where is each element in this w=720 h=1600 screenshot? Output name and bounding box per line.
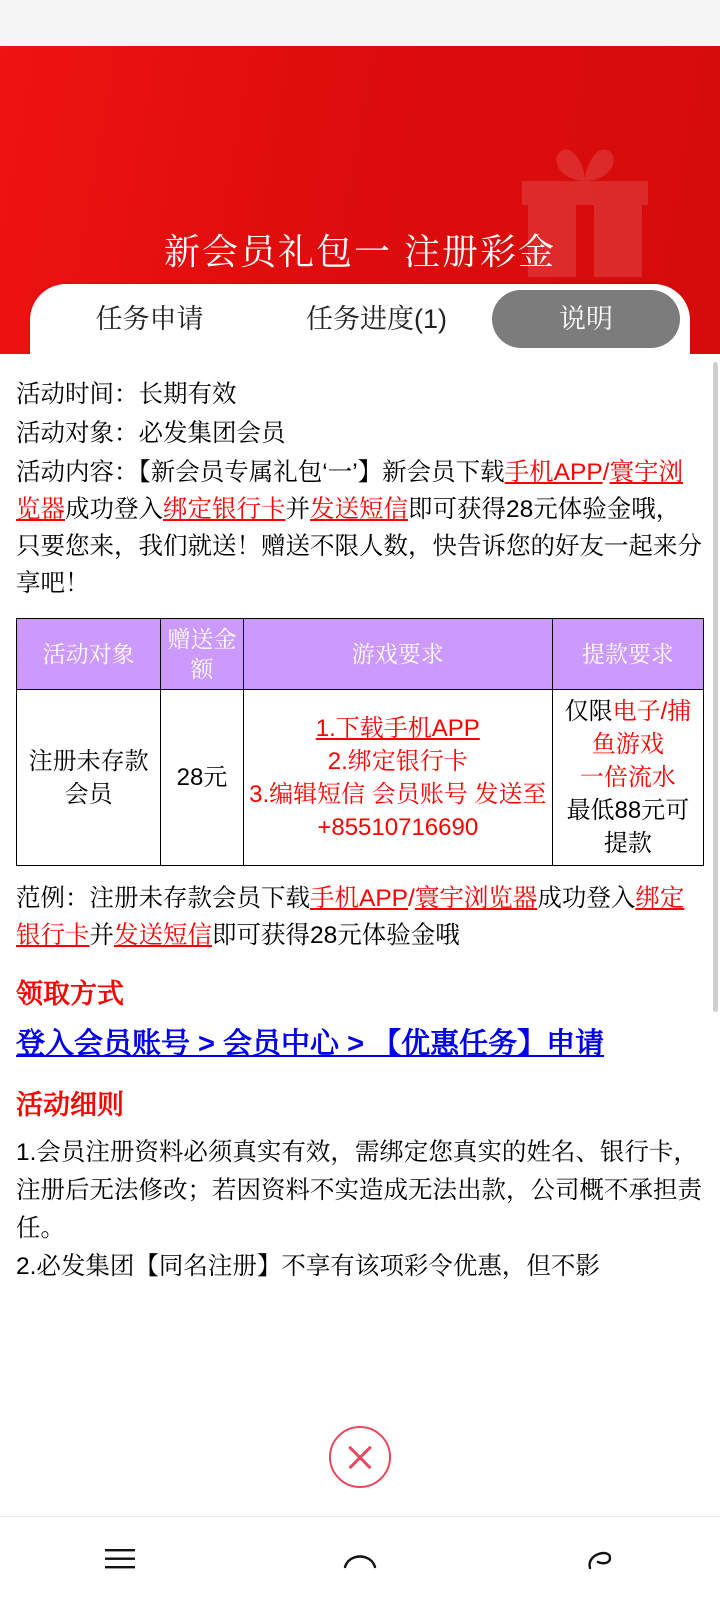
example-block — [16, 880, 704, 954]
activity-time: 活动时间：长期有效 — [16, 381, 237, 408]
example-text-2: 成功登入 — [537, 885, 636, 912]
table-header-amount: 赠送金额 — [161, 619, 243, 690]
activity-detail-link-browser[interactable]: 寰宇浏览器 — [16, 459, 683, 523]
game-req-line-2: 2.绑定银行卡 — [327, 747, 468, 775]
activity-detail-link-bindcard[interactable]: 绑定银行卡 — [163, 496, 286, 523]
example-text-1: 注册未存款会员下载 — [89, 885, 310, 912]
table-header-withdraw-req: 提款要求 — [552, 619, 703, 690]
activity-detail-link-app[interactable]: 手机APP — [504, 459, 603, 486]
activity-detail — [16, 454, 704, 602]
close-button-area — [0, 1398, 720, 1516]
activity-detail-label: 活动内容： — [16, 459, 139, 486]
tab-description[interactable]: 说明 — [492, 290, 680, 348]
withdraw-line-2: 一倍流水 — [579, 764, 676, 791]
activity-detail-link-sms[interactable]: 发送短信 — [310, 496, 408, 523]
example-slash: / — [408, 885, 415, 912]
menu-icon[interactable] — [85, 1531, 155, 1587]
table-header-row — [17, 619, 704, 690]
status-bar — [0, 0, 720, 46]
close-icon[interactable] — [329, 1426, 391, 1488]
example-link-browser[interactable]: 寰宇浏览器 — [414, 885, 538, 912]
back-icon[interactable] — [565, 1531, 635, 1587]
cell-withdraw-requirements — [552, 690, 703, 866]
example-text-4: 即可获得28元体验金哦 — [212, 922, 460, 949]
game-req-line-3: 3.编辑短信 会员账号 发送至 +85510716690 — [249, 780, 547, 841]
activity-target: 活动对象：必发集团会员 — [16, 420, 286, 447]
table-header-game-req: 游戏要求 — [243, 619, 552, 690]
content-scrollbar[interactable] — [713, 362, 718, 1012]
table-row — [17, 690, 704, 866]
cell-amount: 28元 — [161, 690, 243, 866]
tab-bar — [30, 284, 690, 354]
example-text-3: 并 — [89, 922, 114, 949]
activity-detail-text-1: 【新会员专属礼包‘一’】新会员下载 — [138, 459, 505, 486]
page-title: 新会员礼包一 注册彩金 — [163, 231, 556, 272]
example-link-app[interactable]: 手机APP — [310, 885, 409, 912]
cell-target: 注册未存款会员 — [17, 690, 161, 866]
activity-detail-text-4: 即可获得28元体验金哦，只要您来，我们就送！赠送不限人数，快告诉您的好友一起来分享吧！ — [16, 496, 702, 597]
rules-title: 活动细则 — [16, 1090, 124, 1120]
claim-method-link[interactable]: 登入会员账号 > 会员中心 > 【优惠任务】申请 — [16, 1028, 605, 1060]
claim-method-title: 领取方式 — [16, 979, 124, 1009]
game-req-line-1: 1.下载手机APP — [315, 714, 480, 742]
withdraw-games: 电子/捕鱼游戏 — [591, 698, 692, 758]
withdraw-line-3: 最低88元可提款 — [566, 797, 690, 857]
rule-item-1: 1.会员注册资料必须真实有效，需绑定您真实的姓名、银行卡，注册后无法修改；若因资料不实造成无法出款，公司概不承担责任。 — [16, 1139, 702, 1242]
activity-detail-text-2: 成功登入 — [65, 496, 163, 523]
tab-task-progress[interactable]: 任务进度(1) — [306, 304, 447, 334]
activity-detail-slash: / — [602, 459, 610, 486]
activity-detail-text-3: 并 — [285, 496, 310, 523]
system-nav-bar — [0, 1516, 720, 1600]
table-header-target: 活动对象 — [17, 619, 161, 690]
withdraw-line-1 — [557, 695, 699, 761]
promo-header — [0, 46, 720, 354]
tab-task-apply[interactable]: 任务申请 — [95, 304, 204, 334]
withdraw-prefix: 仅限 — [564, 698, 613, 725]
rule-item-2: 2.必发集团【同名注册】不享有该项彩令优惠，但不影 — [16, 1253, 600, 1280]
promo-content[interactable] — [0, 354, 720, 1398]
home-icon[interactable] — [325, 1531, 395, 1587]
promo-table — [16, 618, 704, 866]
example-label: 范例： — [16, 885, 90, 912]
cell-game-requirements — [243, 690, 552, 866]
example-link-bindcard[interactable]: 绑定银行卡 — [16, 885, 685, 949]
example-link-sms[interactable]: 发送短信 — [114, 922, 212, 949]
